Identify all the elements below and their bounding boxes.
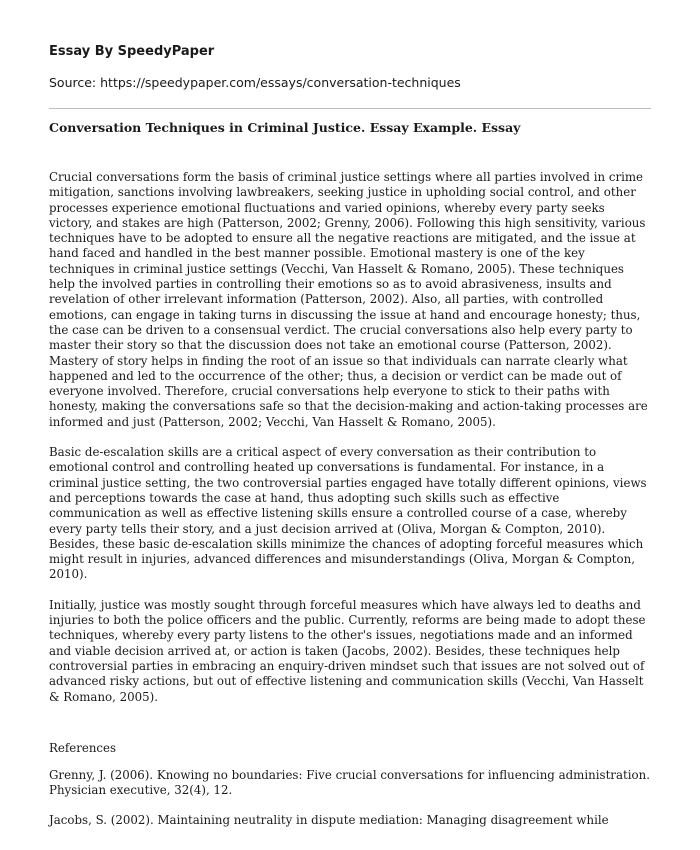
reference-item: Grenny, J. (2006). Knowing no boundaries: Five crucial conversations for influencing administration. Physician executive, 32(4), 12.	[49, 768, 650, 798]
paragraph: Initially, justice was mostly sought through forceful measures which have always led to deaths and injuries to both the police officers and the public. Currently, reforms are being made to adopt these techniques, whereby every party listens to the other's issues, negotiations made and an informed and viable decision arrived at, or action is taken (Jacobs, 2002). Besides, these techniques help controversial parties in embracing an enquiry-driven mindset such that issues are not solved out of advanced risky actions, but out of effective listening and communication skills (Vecchi, Van Hasselt & Romano, 2005).	[49, 597, 646, 704]
essay-body	[49, 170, 651, 842]
header-divider	[49, 108, 651, 109]
paragraph: Basic de-escalation skills are a critical aspect of every conversation as their contribution to emotional control and controlling heated up conversations is fundamental. For instance, in a criminal justice setting, the two controversial parties engaged have totally different opinions, views and perceptions towards the case at hand, thus adopting such skills such as effective communication as well as effective listening skills ensure a controlled course of a case, whereby every party tells their story, and a just decision arrived at (Oliva, Morgan & Compton, 2010). Besides, these basic de-escalation skills minimize the chances of adopting forceful measures which might result in injuries, advanced differences and misunderstandings (Oliva, Morgan & Compton, 2010).	[49, 445, 647, 582]
site-title: Essay By SpeedyPaper	[49, 44, 215, 59]
reference-item: Jacobs, S. (2002). Maintaining neutrality in dispute mediation: Managing disagreement while	[49, 812, 609, 827]
source-url: Source: https://speedypaper.com/essays/conversation-techniques	[49, 75, 461, 90]
references-heading: References	[49, 740, 117, 755]
essay-title: Conversation Techniques in Criminal Justice. Essay Example. Essay	[49, 120, 521, 135]
paragraph: Crucial conversations form the basis of criminal justice settings where all parties involved in crime mitigation, sanctions involving lawbreakers, seeking justice in upholding social control, and other processes experience emotional fluctuations and varied opinions, whereby every party seeks victory, and stakes are high (Patterson, 2002; Grenny, 2006). Following this high sensitivity, various techniques have to be adopted to ensure all the negative reactions are mitigated, and the issue at hand faced and handled in the best manner possible. Emotional mastery is one of the key techniques in criminal justice settings (Vecchi, Van Hasselt & Romano, 2005). These techniques help the involved parties in controlling their emotions so as to avoid abrasiveness, insults and revelation of other irrelevant information (Patterson, 2002). Also, all parties, with controlled emotions, can engage in taking turns in discussing the issue at hand and encourage honesty; thus, the case can be driven to a consensual verdict. The crucial conversations also help every party to master their story so that the discussion does not take an emotional course (Patterson, 2002). Mastery of story helps in finding the root of an issue so that individuals can narrate clearly what happened and led to the occurrence of the other; thus, a decision or verdict can be made out of everyone involved. Therefore, crucial conversations help everyone to stick to their paths with honesty, making the conversations safe so that the decision-making and action-taking processes are informed and just (Patterson, 2002; Vecchi, Van Hasselt & Romano, 2005).	[49, 170, 648, 429]
